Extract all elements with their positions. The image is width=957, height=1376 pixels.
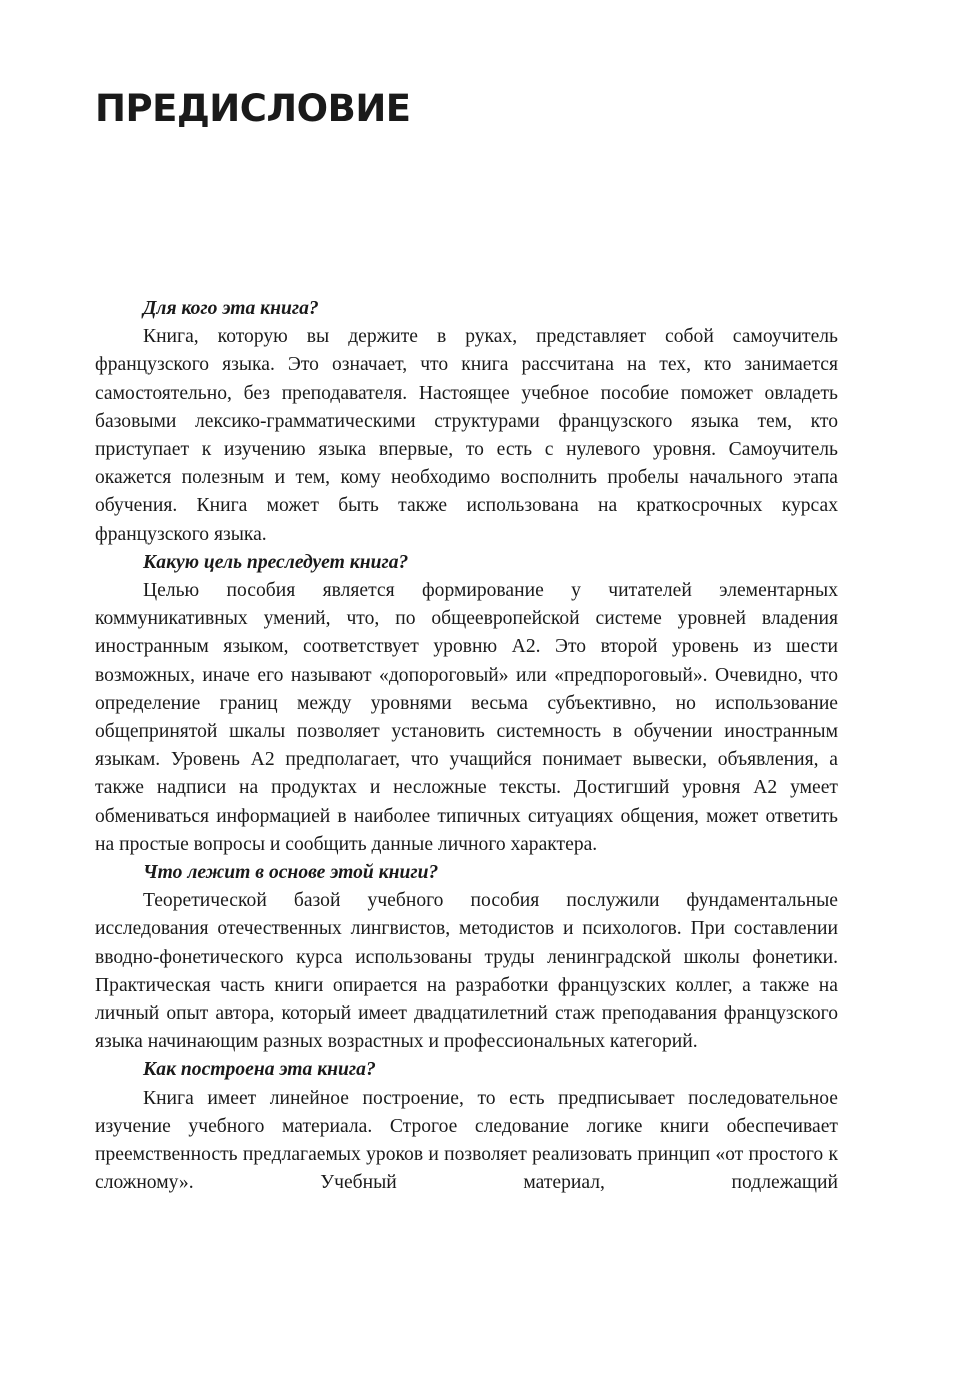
- section-paragraph: Целью пособия является формирование у читателей элементарных коммуникативных умений, что, по общеевропейской системе уровней владения иностранным языком, соответствует уровню А2. Это второй уровень из шести возможных, иначе его называют «допороговый» или «предпороговый». Очевидно, что определение границ между уровнями весьма субъективно, но использование общепринятой шкалы позволяет установить системность в обучении иностранным языкам. Уровень А2 предполагает, что учащийся понимает вывески, объявления, а также надписи на продуктах и несложные тексты. Достигший уровня А2 умеет обмениваться информацией в наиболее типичных ситуациях общения, может ответить на простые вопросы и сообщить данные личного характера.: [95, 580, 838, 855]
- section-paragraph: Книга имеет линейное построение, то есть предписывает последовательное изучение учебного материала. Строгое следование логике книги обеспечивает преемственность предлагаемых уроков и позволяет реализовать принцип «от простого к сложному». Учебный материал, подлежащий: [95, 1087, 838, 1194]
- section-structure: [95, 1056, 838, 1197]
- section-paragraph: Книга, которую вы держите в руках, представляет собой самоучитель французского языка. Это означает, что книга рассчитана на тех, кто занимается самостоятельно, без преподавателя. Настоящее учебное пособие поможет овладеть базовыми лексико-грамматическими структурами французского языка тем, кто приступает к изучению языка впервые, то есть с нулевого уровня. Самоучитель окажется полезным и тем, кому необходимо восполнить пробелы начального этапа обучения. Книга может быть также использована на краткосрочных курсах французского языка.: [95, 326, 838, 545]
- section-heading: Как построена эта книга?: [143, 1059, 376, 1081]
- section-heading: Какую цель преследует книга?: [143, 551, 409, 573]
- section-goal: [95, 549, 838, 859]
- section-heading: Для кого эта книга?: [143, 298, 319, 319]
- section-heading: Что лежит в основе этой книги?: [143, 862, 439, 884]
- preface-body: [95, 295, 838, 1198]
- section-for-whom: [95, 295, 838, 549]
- page-title: ПРЕДИСЛОВИЕ: [95, 87, 411, 130]
- section-basis: [95, 859, 838, 1056]
- section-paragraph: Теоретической базой учебного пособия послужили фундаментальные исследования отечественных лингвистов, методистов и психологов. При составлении вводно-фонетического курса использованы труды ленинградской школы фонетики. Практическая часть книги опирается на разработки французских коллег, а также на личный опыт автора, который имеет двадцатилетний стаж преподавания французского языка начинающим разных возрастных и профессиональных категорий.: [95, 890, 838, 1053]
